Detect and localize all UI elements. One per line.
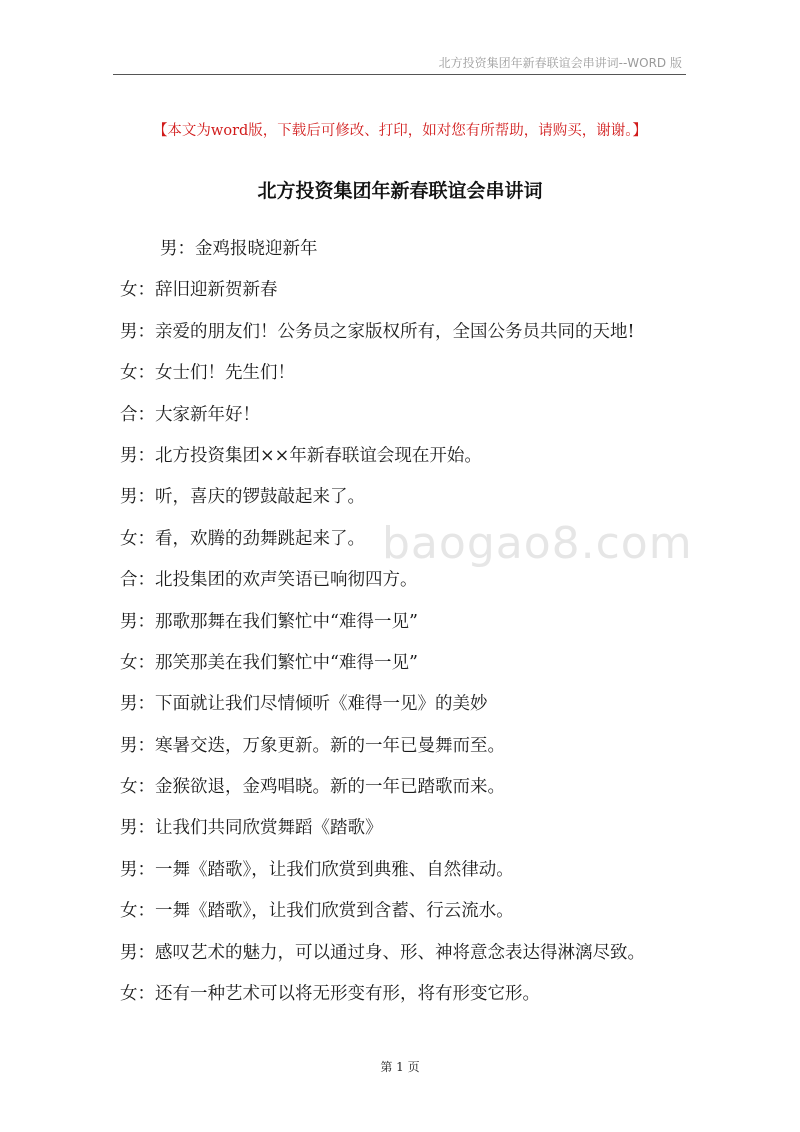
script-line: 女：女士们！先生们！ (120, 363, 295, 384)
script-line: 男：感叹艺术的魅力，可以通过身、形、神将意念表达得淋漓尽致。 (120, 942, 645, 963)
script-line: 男：金鸡报晓迎新年 (160, 239, 318, 259)
document-title: 北方投资集团年新春联谊会串讲词 (257, 180, 543, 202)
script-line: 女：那笑那美在我们繁忙中“难得一见” (120, 652, 418, 673)
watermark: baogao8.com (382, 518, 693, 569)
script-line: 男：听，喜庆的锣鼓敲起来了。 (120, 487, 365, 508)
script-line: 女：金猴欲退，金鸡唱晓。新的一年已踏歌而来。 (120, 777, 505, 798)
script-line: 男：亲爱的朋友们！公务员之家版权所有，全国公务员共同的天地! (120, 321, 635, 342)
header-divider (113, 74, 686, 75)
script-line: 男：北方投资集团××年新春联谊会现在开始。 (120, 445, 482, 466)
script-line: 男：下面就让我们尽情倾听《难得一见》的美妙 (120, 694, 488, 715)
script-line: 合：北投集团的欢声笑语已响彻四方。 (120, 570, 418, 591)
script-line: 女：一舞《踏歌》，让我们欣赏到含蓄、行云流水。 (120, 901, 514, 922)
script-line: 男：让我们共同欣赏舞蹈《踏歌》 (120, 818, 383, 839)
script-line: 女：辞旧迎新贺新春 (120, 280, 278, 301)
script-line: 合：大家新年好！ (120, 404, 260, 425)
running-header: 北方投资集团年新春联谊会串讲词--WORD 版 (438, 56, 682, 70)
page-number: 第 1 页 (380, 1060, 420, 1074)
script-line: 男：一舞《踏歌》，让我们欣赏到典雅、自然律动。 (120, 859, 514, 880)
script-line: 男：寒暑交迭，万象更新。新的一年已曼舞而至。 (120, 735, 505, 756)
script-line: 女：还有一种艺术可以将无形变有形，将有形变它形。 (120, 984, 540, 1005)
script-line: 男：那歌那舞在我们繁忙中“难得一见” (120, 611, 418, 632)
script-line: 女：看，欢腾的劲舞跳起来了。 (120, 528, 365, 549)
download-notice: 【本文为word版，下载后可修改、打印，如对您有所帮助，请购买，谢谢。】 (152, 123, 648, 139)
script-body (120, 233, 700, 1019)
